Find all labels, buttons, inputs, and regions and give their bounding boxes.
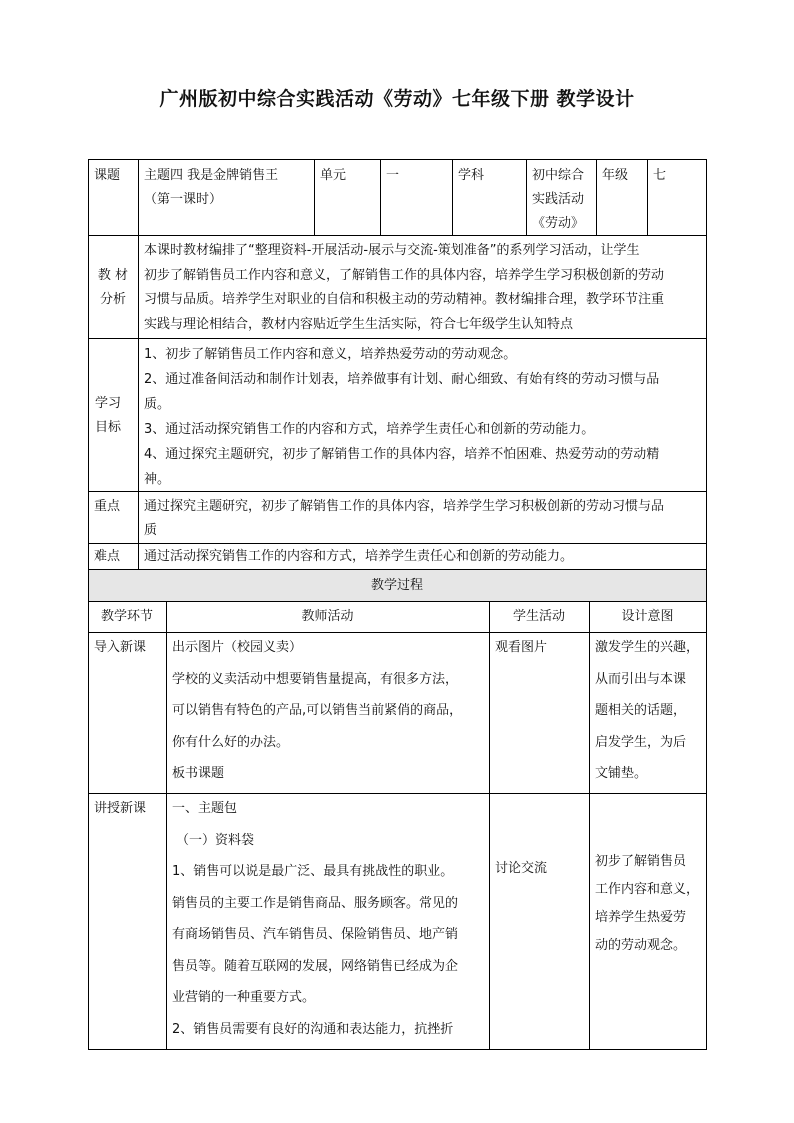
subject-value-line: 《劳动》 — [532, 216, 585, 231]
subject-value-line: 初中综合 — [532, 168, 585, 183]
objectives-label: 学习 目标 — [94, 396, 121, 435]
stage-teaching: 讲授新课 — [94, 801, 147, 816]
key-points-label: 重点 — [94, 499, 121, 514]
process-header: 教学过程 — [370, 578, 423, 593]
analysis-text: 本课时教材编排了“整理资料-开展活动-展示与交流-策划准备”的系列学习活动，让学生 初步了解销售员工作内容和意义，了解销售工作的具体内容，培养学生学习积极创新的劳动 习惯与品质。培养学生对职业的自信和积极主动的劳动精神。教材编排合理，教学环节注重 实践与理论相结合，教材内容贴近学生生活实际，符合七年级学生认知特点 — [144, 243, 665, 332]
key-points-text: 通过探究主题研究，初步了解销售工作的具体内容，培养学生学习积极创新的劳动习惯与品 质 — [144, 499, 665, 538]
design-intent-intro: 激发学生的兴趣， 从而引出与本课 题相关的话题， 启发学生，为后 文铺垫。 — [595, 640, 700, 781]
unit-value: 一 — [386, 168, 400, 183]
topic-value-line: 主题四 我是金牌销售王 — [144, 168, 279, 183]
column-header-stage: 教学环节 — [100, 609, 153, 624]
stage-intro: 导入新课 — [94, 640, 147, 655]
difficulties-label: 难点 — [94, 549, 121, 564]
objectives-text: 1、初步了解销售员工作内容和意义，培养热爱劳动的劳动观念。 2、通过准备间活动和制作计划表，培养做事有计划、耐心细致、有始有终的劳动习惯与品 质。 3、通过活动探究销售工作的内容和方式，培养学生责任心和创新的劳动能力。 4、通过探究主题研究，初步了解销售工作的具体内容，培养不怕困难、热爱劳动的劳动精 神。 — [144, 347, 660, 487]
topic-value — [138, 164, 314, 212]
analysis-label: 教 材 分析 — [97, 268, 129, 307]
subject-value-line: 实践活动 — [532, 192, 585, 207]
column-header-student: 学生活动 — [512, 609, 565, 624]
topic-label: 课题 — [94, 168, 121, 183]
teacher-activity-intro: 出示图片（校园义卖） 学校的义卖活动中想要销售量提高，有很多方法， 可以销售有特色的产品,可以销售当前紧俏的商品， 你有什么好的办法。 板书课题 — [172, 640, 463, 781]
topic-value-line: （第一课时） — [144, 192, 223, 207]
unit-label: 单元 — [320, 168, 347, 183]
student-activity-intro: 观看图片 — [495, 640, 548, 655]
column-header-teacher: 教师活动 — [301, 609, 354, 624]
column-header-intent: 设计意图 — [621, 609, 674, 624]
student-activity-teaching: 讨论交流 — [495, 861, 548, 876]
design-intent-teaching: 初步了解销售员 工作内容和意义， 培养学生热爱劳 动的劳动观念。 — [595, 854, 700, 953]
subject-label: 学科 — [458, 168, 485, 183]
grade-label: 年级 — [602, 168, 629, 183]
teacher-activity-teaching: 一、主题包 （一）资料袋 1、销售可以说是最广泛、最具有挑战性的职业。 销售员的主要工作是销售商品、服务顾客。常见的 有商场销售员、汽车销售员、保险销售员、地产销 售员等。随着互联网的发展，网络销售已经成为企 业营销的一种重要方式。 2、销售员需要有良好的沟通和表达能力，抗挫折 — [172, 801, 459, 1037]
document-title: 广州版初中综合实践活动《劳动》七年级下册 教学设计 — [159, 88, 635, 110]
grade-value: 七 — [653, 168, 667, 183]
subject-value — [526, 164, 596, 236]
difficulties-text: 通过活动探究销售工作的内容和方式，培养学生责任心和创新的劳动能力。 — [144, 549, 574, 564]
